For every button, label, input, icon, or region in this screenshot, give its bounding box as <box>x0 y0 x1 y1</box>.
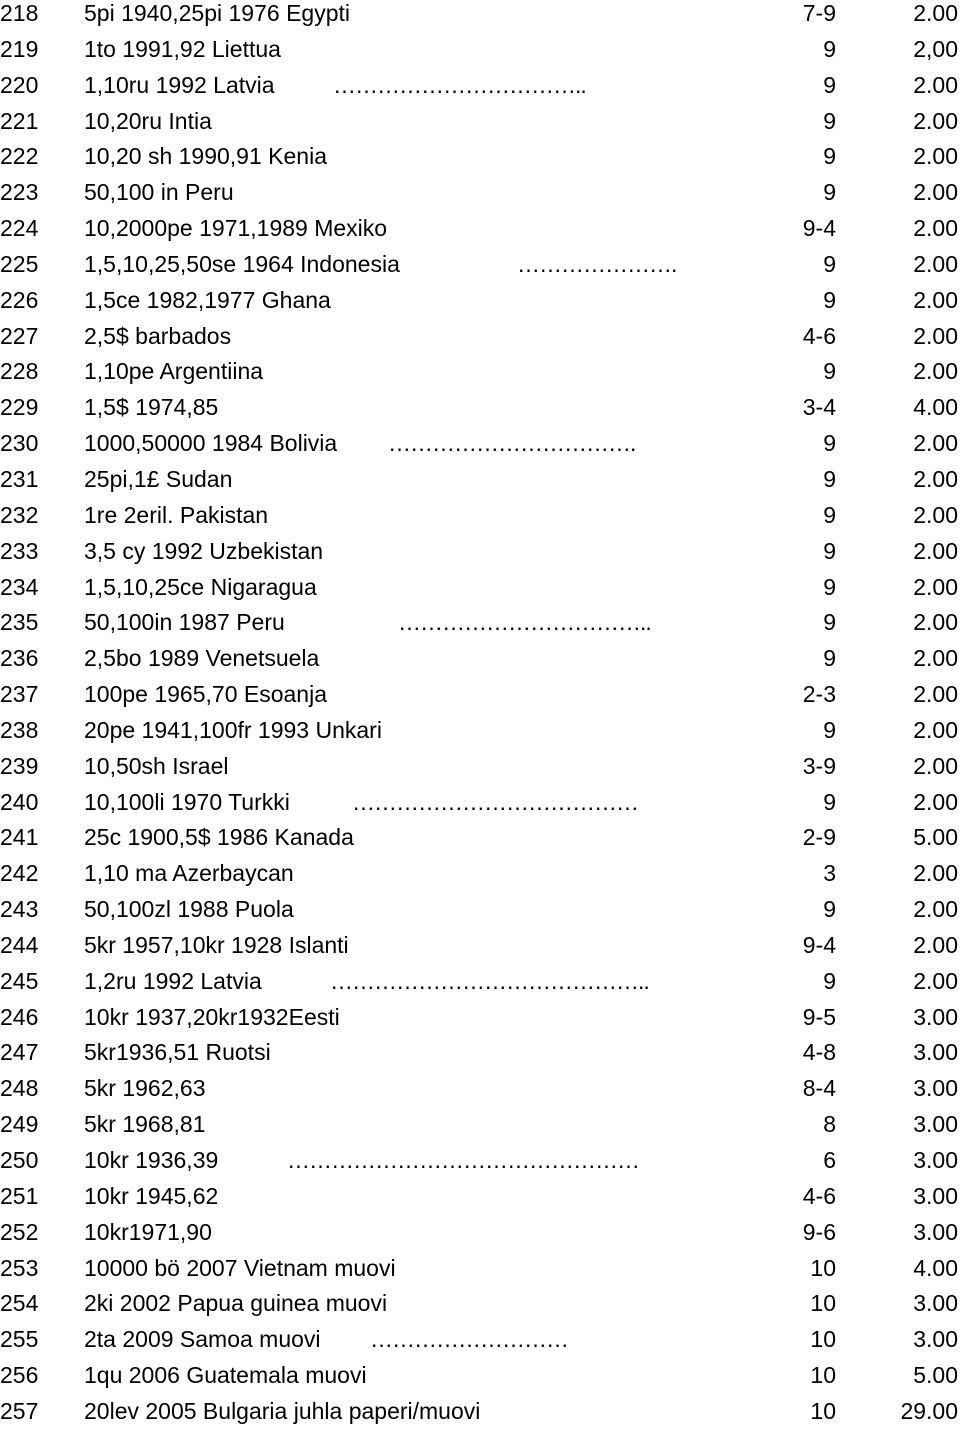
list-item <box>0 36 960 72</box>
dotted-leader: …………………………….. <box>333 71 586 98</box>
item-description: 5kr 1957,10kr 1928 Islanti <box>84 931 349 958</box>
item-grade: 7-9 <box>802 0 836 26</box>
item-number: 220 <box>0 71 39 98</box>
item-grade: 8 <box>823 1111 836 1138</box>
list-item <box>0 860 960 896</box>
item-price: 2.00 <box>913 896 958 923</box>
item-number: 238 <box>0 716 39 743</box>
list-item <box>0 108 960 144</box>
item-number: 219 <box>0 35 39 62</box>
item-number: 222 <box>0 143 39 170</box>
list-item <box>0 1147 960 1183</box>
item-price: 2.00 <box>913 788 958 815</box>
item-grade: 9-4 <box>802 215 836 242</box>
item-grade: 9 <box>823 573 836 600</box>
item-number: 237 <box>0 681 39 708</box>
dotted-leader: …………………………….. <box>398 609 651 636</box>
item-description: 100pe 1965,70 Esoanja <box>84 681 327 708</box>
item-number: 235 <box>0 609 39 636</box>
list-item <box>0 1004 960 1040</box>
dotted-leader: ………………………………… <box>352 788 638 815</box>
item-description: 3,5 cy 1992 Uzbekistan <box>84 537 324 564</box>
item-number: 241 <box>0 824 39 851</box>
item-grade: 9-6 <box>802 1218 836 1245</box>
item-number: 227 <box>0 322 39 349</box>
item-grade: 9 <box>823 430 836 457</box>
item-price: 3.00 <box>913 1182 958 1209</box>
item-description: 5kr1936,51 Ruotsi <box>84 1039 271 1066</box>
item-grade: 9 <box>823 465 836 492</box>
item-number: 225 <box>0 250 39 277</box>
item-number: 246 <box>0 1003 39 1030</box>
dotted-leader: …………………………………….. <box>330 967 649 994</box>
dotted-leader: ……………………………. <box>388 430 636 457</box>
item-description: 10kr1971,90 <box>84 1218 212 1245</box>
item-description: 5pi 1940,25pi 1976 Egypti <box>84 0 350 26</box>
item-grade: 10 <box>810 1326 836 1353</box>
item-price: 2.00 <box>913 286 958 313</box>
item-number: 239 <box>0 752 39 779</box>
item-grade: 9 <box>823 716 836 743</box>
item-description: 10kr 1936,39 <box>84 1147 219 1173</box>
item-description: 2ta 2009 Samoa muovi <box>84 1326 321 1353</box>
list-item <box>0 179 960 215</box>
list-item <box>0 72 960 108</box>
item-description: 1,5,10,25,50se 1964 Indonesia <box>84 250 400 277</box>
item-grade: 9 <box>823 35 836 62</box>
item-grade: 9-5 <box>802 1003 836 1030</box>
item-price: 3.00 <box>913 1039 958 1066</box>
item-number: 234 <box>0 573 39 600</box>
item-description: 20lev 2005 Bulgaria juhla paperi/muovi <box>84 1397 481 1424</box>
item-number: 230 <box>0 430 39 457</box>
item-grade: 10 <box>810 1397 836 1424</box>
item-description: 10,2000pe 1971,1989 Mexiko <box>84 215 388 242</box>
item-price: 2.00 <box>913 322 958 349</box>
item-grade: 10 <box>810 1290 836 1317</box>
list-item <box>0 215 960 251</box>
item-number: 257 <box>0 1397 39 1424</box>
item-price: 2.00 <box>913 71 958 98</box>
item-price: 3.00 <box>913 1147 958 1173</box>
item-number: 240 <box>0 788 39 815</box>
list-item <box>0 1255 960 1291</box>
list-item <box>0 1219 960 1255</box>
item-description: 1,10 ma Azerbaycan <box>84 860 294 887</box>
item-price: 29.00 <box>900 1397 958 1424</box>
item-number: 233 <box>0 537 39 564</box>
item-description: 1,5ce 1982,1977 Ghana <box>84 286 331 313</box>
list-item <box>0 394 960 430</box>
item-description: 10kr 1945,62 <box>84 1182 219 1209</box>
item-price: 2.00 <box>913 358 958 385</box>
item-grade: 9 <box>823 250 836 277</box>
item-price: 2.00 <box>913 143 958 170</box>
list-item <box>0 932 960 968</box>
list-item <box>0 1362 960 1398</box>
item-price: 5.00 <box>913 824 958 851</box>
list-item <box>0 323 960 359</box>
item-price: 2.00 <box>913 107 958 134</box>
item-description: 1000,50000 1984 Bolivia <box>84 430 338 457</box>
item-number: 226 <box>0 286 39 313</box>
item-grade: 2-3 <box>802 681 836 708</box>
list-item <box>0 1111 960 1147</box>
item-price: 3.00 <box>913 1111 958 1138</box>
item-description: 1to 1991,92 Liettua <box>84 35 281 62</box>
list-item <box>0 1075 960 1111</box>
item-description: 1,5$ 1974,85 <box>84 394 219 421</box>
item-description: 50,100zl 1988 Puola <box>84 896 294 923</box>
list-item <box>0 574 960 610</box>
list-item <box>0 753 960 789</box>
item-grade: 9 <box>823 537 836 564</box>
dotted-leader: …………………. <box>517 250 677 277</box>
item-description: 20pe 1941,100fr 1993 Unkari <box>84 716 382 743</box>
list-item <box>0 717 960 753</box>
item-description: 10,20 sh 1990,91 Kenia <box>84 143 327 170</box>
item-description: 10000 bö 2007 Vietnam muovi <box>84 1254 396 1281</box>
item-price: 2.00 <box>913 537 958 564</box>
item-number: 231 <box>0 465 39 492</box>
item-grade: 8-4 <box>802 1075 836 1102</box>
item-price: 2.00 <box>913 931 958 958</box>
dotted-leader: ………………………………………… <box>287 1147 639 1173</box>
item-description: 2ki 2002 Papua guinea muovi <box>84 1290 388 1317</box>
list-item <box>0 358 960 394</box>
list-item <box>0 1398 960 1434</box>
item-grade: 9 <box>823 896 836 923</box>
list-item <box>0 896 960 932</box>
item-grade: 9 <box>823 286 836 313</box>
item-description: 25pi,1£ Sudan <box>84 465 233 492</box>
item-price: 2.00 <box>913 430 958 457</box>
item-price: 2.00 <box>913 215 958 242</box>
item-number: 221 <box>0 107 39 134</box>
item-grade: 3-9 <box>802 752 836 779</box>
item-price: 3.00 <box>913 1290 958 1317</box>
item-grade: 9 <box>823 71 836 98</box>
item-description: 50,100 in Peru <box>84 179 234 206</box>
item-number: 250 <box>0 1147 39 1173</box>
list-item <box>0 538 960 574</box>
item-number: 243 <box>0 896 39 923</box>
list-item <box>0 824 960 860</box>
item-grade: 9 <box>823 143 836 170</box>
item-price: 2.00 <box>913 716 958 743</box>
list-item <box>0 968 960 1004</box>
item-price: 2,00 <box>913 35 958 62</box>
list-item <box>0 1290 960 1326</box>
item-description: 1,2ru 1992 Latvia <box>84 967 262 994</box>
list-item <box>0 1039 960 1075</box>
item-description: 10kr 1937,20kr1932Eesti <box>84 1003 340 1030</box>
item-description: 2,5$ barbados <box>84 322 232 349</box>
item-grade: 9 <box>823 358 836 385</box>
list-item <box>0 609 960 645</box>
item-number: 249 <box>0 1111 39 1138</box>
item-price: 2.00 <box>913 179 958 206</box>
item-number: 251 <box>0 1182 39 1209</box>
item-number: 236 <box>0 645 39 672</box>
list-item <box>0 1326 960 1362</box>
item-grade: 9 <box>823 967 836 994</box>
item-description: 50,100in 1987 Peru <box>84 609 285 636</box>
item-number: 254 <box>0 1290 39 1317</box>
item-price: 2.00 <box>913 501 958 528</box>
item-grade: 9 <box>823 788 836 815</box>
item-price: 5.00 <box>913 1362 958 1389</box>
item-description: 1,10pe Argentiina <box>84 358 264 385</box>
item-description: 5kr 1962,63 <box>84 1075 206 1102</box>
item-grade: 9 <box>823 501 836 528</box>
item-grade: 9 <box>823 179 836 206</box>
item-number: 255 <box>0 1326 39 1353</box>
item-description: 1qu 2006 Guatemala muovi <box>84 1362 367 1389</box>
item-number: 224 <box>0 215 39 242</box>
item-number: 248 <box>0 1075 39 1102</box>
item-description: 1re 2eril. Pakistan <box>84 501 269 528</box>
item-grade: 9-4 <box>802 931 836 958</box>
item-number: 218 <box>0 0 39 26</box>
item-price: 2.00 <box>913 752 958 779</box>
item-number: 228 <box>0 358 39 385</box>
item-description: 1,10ru 1992 Latvia <box>84 71 275 98</box>
list-item <box>0 251 960 287</box>
item-grade: 4-6 <box>802 1182 836 1209</box>
item-price: 3.00 <box>913 1075 958 1102</box>
list-item <box>0 681 960 717</box>
list-item <box>0 502 960 538</box>
item-price: 2.00 <box>913 250 958 277</box>
item-grade: 10 <box>810 1362 836 1389</box>
item-number: 252 <box>0 1218 39 1245</box>
item-grade: 3-4 <box>802 394 836 421</box>
list-item <box>0 789 960 825</box>
item-number: 253 <box>0 1254 39 1281</box>
item-number: 232 <box>0 501 39 528</box>
item-price: 2.00 <box>913 0 958 26</box>
item-number: 242 <box>0 860 39 887</box>
item-description: 10,100li 1970 Turkki <box>84 788 290 815</box>
item-number: 247 <box>0 1039 39 1066</box>
item-price: 3.00 <box>913 1326 958 1353</box>
item-grade: 6 <box>823 1147 836 1173</box>
item-description: 25c 1900,5$ 1986 Kanada <box>84 824 354 851</box>
item-price: 3.00 <box>913 1218 958 1245</box>
item-description: 10,20ru Intia <box>84 107 212 134</box>
item-number: 256 <box>0 1362 39 1389</box>
item-price: 2.00 <box>913 967 958 994</box>
item-price: 4.00 <box>913 1254 958 1281</box>
list-item <box>0 143 960 179</box>
item-number: 244 <box>0 931 39 958</box>
item-description: 1,5,10,25ce Nigaragua <box>84 573 317 600</box>
item-number: 229 <box>0 394 39 421</box>
item-price: 2.00 <box>913 645 958 672</box>
item-number: 245 <box>0 967 39 994</box>
list-item <box>0 0 960 36</box>
list-item <box>0 1183 960 1219</box>
item-price: 4.00 <box>913 394 958 421</box>
item-price: 2.00 <box>913 609 958 636</box>
item-price: 2.00 <box>913 681 958 708</box>
item-grade: 9 <box>823 107 836 134</box>
list-item <box>0 645 960 681</box>
item-grade: 3 <box>823 860 836 887</box>
item-price: 3.00 <box>913 1003 958 1030</box>
list-item <box>0 430 960 466</box>
item-grade: 4-6 <box>802 322 836 349</box>
item-number: 223 <box>0 179 39 206</box>
item-price: 2.00 <box>913 573 958 600</box>
list-item <box>0 287 960 323</box>
item-price: 2.00 <box>913 860 958 887</box>
dotted-leader: ……………………… <box>370 1326 568 1353</box>
item-grade: 9 <box>823 645 836 672</box>
item-description: 10,50sh Israel <box>84 752 229 779</box>
item-grade: 2-9 <box>802 824 836 851</box>
item-grade: 10 <box>810 1254 836 1281</box>
item-price: 2.00 <box>913 465 958 492</box>
item-grade: 4-8 <box>802 1039 836 1066</box>
item-description: 2,5bo 1989 Venetsuela <box>84 645 320 672</box>
list-item <box>0 466 960 502</box>
item-grade: 9 <box>823 609 836 636</box>
item-description: 5kr 1968,81 <box>84 1111 206 1138</box>
